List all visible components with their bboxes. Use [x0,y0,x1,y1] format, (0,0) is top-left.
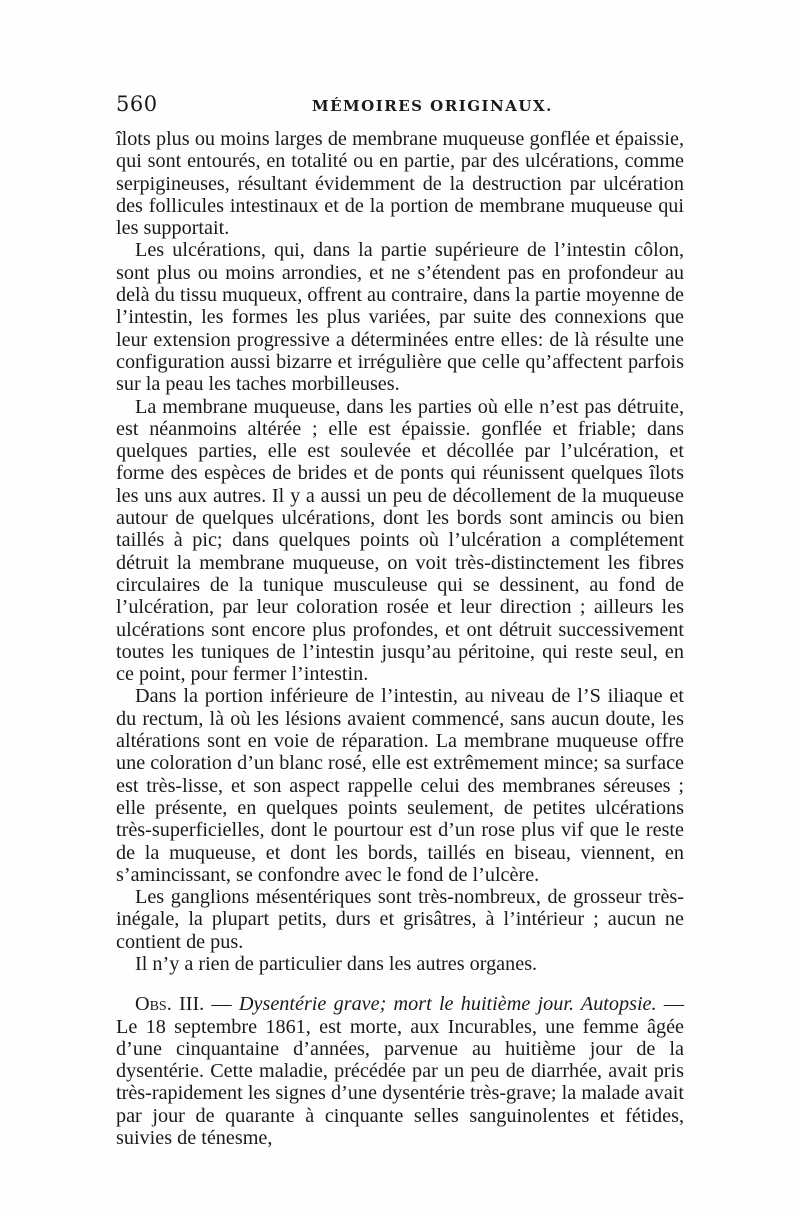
paragraph: Il n’y a rien de particulier dans les autres organes. [135,952,538,975]
paragraph: Dans la portion inférieure de l’intestin, au niveau de l’S iliaque et du rectum, là où les lésions avaient commencé, sans aucun doute, les altérations sont en voie de réparation. La membrane muqueuse offre une coloration d’un blanc rosé, elle est extrêmement mince; sa surface est très-lisse, et son aspect rappelle celui des membranes séreuses ; elle présente, en quelques points seulement, de petites ulcérations très-superficielles, dont le pourtour est d’un rose plus vif que le reste de la muqueuse, et dont les bords, taillés en biseau, viennent, en s’amincissant, se confondre avec le fond de l’ulcère. [116,685,684,886]
observation-label: Obs. III. [135,993,205,1016]
page-header [116,92,676,122]
page-number: 560 [116,92,158,116]
observation-title: Dysentérie grave; mort le huitième jour. Autopsie. [238,993,657,1016]
body-text [116,128,684,1149]
paragraph: La membrane muqueuse, dans les parties où elle n’est pas détruite, est néanmoins altérée ; elle est épaissie. gonflée et friable; dans quelques parties, elle est soulevée et décollée par l’ulcération, et forme des espèces de brides et de ponts qui réunissent quelques îlots les uns aux autres. Il y a aussi un peu de décollement de la muqueuse autour de quelques ulcérations, dont les bords sont amincis ou bien taillés à pic; dans quelques points où l’ulcération a complétement détruit la membrane muqueuse, on voit très-distinctement les fibres circulaires de la tunique musculeuse qui se dessinent, au fond de l’ulcération, par leur coloration rosée et leur direction ; ailleurs les ulcérations sont encore plus profondes, et ont détruit successivement toutes les tuniques de l’intestin jusqu’au péritoine, qui reste seul, en ce point, pour fermer l’intestin. [116,395,684,686]
paragraph: Les ulcérations, qui, dans la partie supérieure de l’intestin côlon, sont plus ou moins arrondies, et ne s’étendent pas en profondeur au delà du tissu muqueux, offrent au contraire, dans la partie moyenne de l’intestin, les formes les plus variées, par suite des connexions que leur extension progressive a déterminées entre elles: de là résulte une configuration aussi bizarre et irrégulière que celle qu’affectent parfois sur la peau les taches morbilleuses. [116,239,684,396]
observation-dash: — [204,993,239,1016]
running-head: MÉMOIRES ORIGINAUX. [312,97,553,115]
observation-text: — Le 18 septembre 1861, est morte, aux Incurables, une femme âgée d’une cinquantaine d’années, parvenue au huitième jour de la dysentérie. Cette maladie, précédée par un peu de diarrhée, avait pris très-rapidement les signes d’une dysentérie très-grave; la malade avait par jour de quarante à cinquante selles sanguinolentes et fétides, suivies de ténesme, [116,993,685,1150]
observation-paragraph [116,993,684,1149]
paragraph: Les ganglions mésentériques sont très-nombreux, de grosseur très-inégale, la plupart petits, durs et grisâtres, à l’intérieur ; aucun ne contient de pus. [116,886,684,953]
paragraph: îlots plus ou moins larges de membrane muqueuse gonflée et épaissie, qui sont entourés, en totalité ou en partie, par des ulcérations, comme serpigineuses, résultant évidemment de la destruction par ulcération des follicules intestinaux et de la portion de membrane muqueuse qui les supportait. [116,128,684,240]
